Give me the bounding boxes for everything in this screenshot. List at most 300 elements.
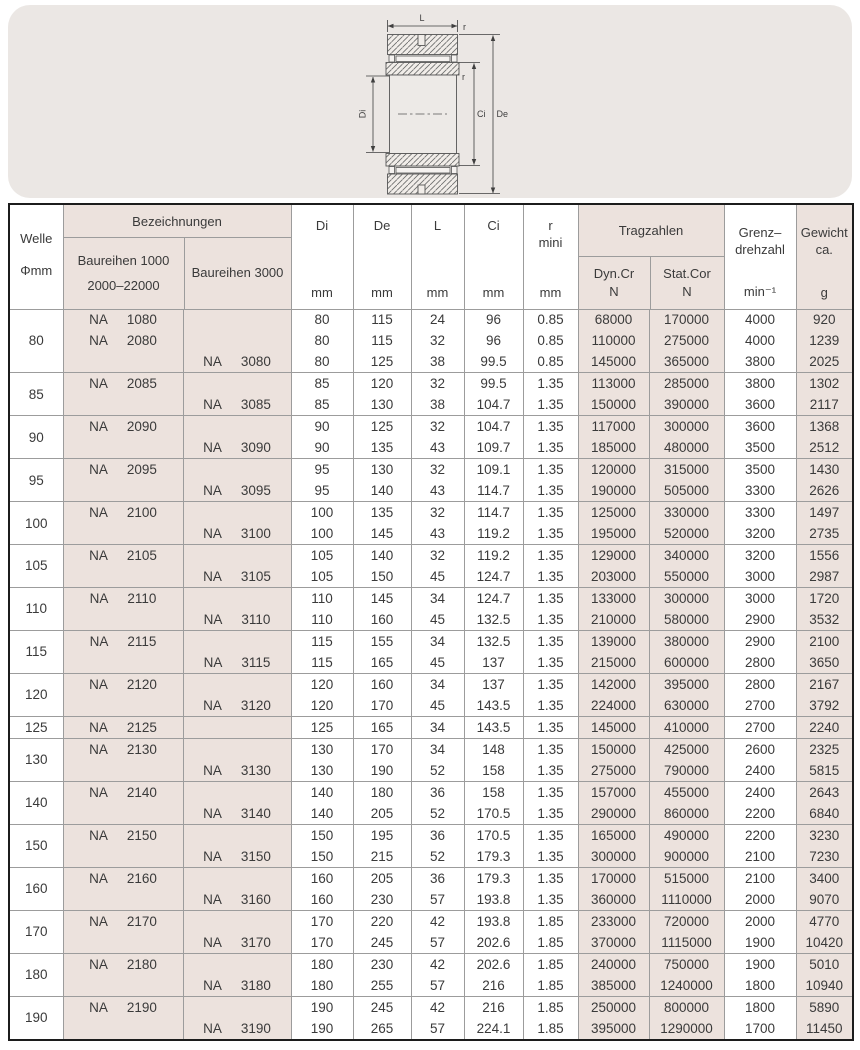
- designation: NA 2120: [89, 676, 157, 692]
- welle-value: 120: [9, 673, 63, 716]
- cell-stat: 410000: [649, 716, 724, 738]
- cell-di: 170: [291, 932, 353, 953]
- cell-de: 150: [353, 566, 411, 587]
- cell-gewicht: 3792: [796, 695, 853, 716]
- cell-b3000: [183, 309, 291, 330]
- cell-di: 90: [291, 437, 353, 458]
- cell-stat: 340000: [649, 544, 724, 565]
- cell-grenz: 2200: [724, 824, 796, 845]
- cell-b3000: [183, 373, 291, 394]
- dim-label-r-inner: r: [462, 72, 465, 82]
- cell-grenz: 3800: [724, 351, 796, 372]
- cell-b3000: [183, 394, 291, 415]
- cell-stat: 580000: [649, 609, 724, 630]
- cell-b1000: [63, 544, 183, 565]
- header-l: L mm: [411, 204, 464, 309]
- cell-b1000: [63, 996, 183, 1017]
- cell-grenz: 2200: [724, 803, 796, 824]
- cell-stat: 425000: [649, 738, 724, 759]
- table-row: [9, 803, 853, 824]
- cell-l: 57: [411, 889, 464, 910]
- cell-b3000: [183, 351, 291, 372]
- cell-b3000: [183, 437, 291, 458]
- cell-b1000: [63, 437, 183, 458]
- header-welle: [9, 204, 63, 309]
- cell-gewicht: 1368: [796, 416, 853, 437]
- designation: NA 2095: [89, 462, 157, 478]
- cell-r: 1.35: [523, 673, 578, 694]
- cell-stat: 515000: [649, 867, 724, 888]
- cell-stat: 520000: [649, 523, 724, 544]
- cell-l: 32: [411, 330, 464, 351]
- dim-label-Di: Di: [357, 109, 368, 119]
- cell-stat: 380000: [649, 630, 724, 651]
- designation: NA 2080: [89, 333, 157, 349]
- cell-de: 115: [353, 309, 411, 330]
- cell-di: 170: [291, 910, 353, 931]
- cell-ci: 109.7: [464, 437, 523, 458]
- designation: NA 2115: [89, 633, 157, 649]
- cell-r: 0.85: [523, 309, 578, 330]
- cell-r: 1.35: [523, 502, 578, 523]
- cell-grenz: 4000: [724, 309, 796, 330]
- cell-b3000: [183, 544, 291, 565]
- cell-ci: 193.8: [464, 910, 523, 931]
- cell-b3000: [183, 846, 291, 867]
- cell-grenz: 3300: [724, 480, 796, 501]
- welle-value: 80: [9, 309, 63, 373]
- designation: NA 3190: [203, 1020, 271, 1036]
- header-tragzahlen: [578, 204, 724, 309]
- cell-grenz: 1700: [724, 1017, 796, 1040]
- table-row: [9, 394, 853, 415]
- cell-ci: 132.5: [464, 630, 523, 651]
- cell-grenz: 3000: [724, 587, 796, 608]
- cell-dyn: 195000: [578, 523, 649, 544]
- cell-ci: 96: [464, 330, 523, 351]
- cell-b1000: [63, 781, 183, 802]
- welle-value: 170: [9, 910, 63, 953]
- cell-di: 160: [291, 889, 353, 910]
- cell-grenz: 2100: [724, 846, 796, 867]
- header-dyn-cr: Dyn.Cr N: [593, 265, 635, 299]
- cell-dyn: 250000: [578, 996, 649, 1017]
- cell-b1000: [63, 738, 183, 759]
- cell-de: 125: [353, 416, 411, 437]
- cell-l: 43: [411, 523, 464, 544]
- dim-label-r-top: r: [463, 22, 466, 32]
- cell-grenz: 1800: [724, 975, 796, 996]
- cell-l: 32: [411, 373, 464, 394]
- cell-b3000: [183, 416, 291, 437]
- cell-stat: 275000: [649, 330, 724, 351]
- cell-l: 52: [411, 760, 464, 781]
- cell-ci: 109.1: [464, 459, 523, 480]
- table-row: [9, 673, 853, 694]
- designation: NA 2085: [89, 376, 157, 392]
- cell-de: 155: [353, 630, 411, 651]
- cell-gewicht: 4770: [796, 910, 853, 931]
- cell-di: 100: [291, 523, 353, 544]
- cell-stat: 300000: [649, 587, 724, 608]
- table-row: [9, 889, 853, 910]
- cell-gewicht: 10420: [796, 932, 853, 953]
- cell-grenz: 2700: [724, 695, 796, 716]
- designation: NA 3130: [203, 762, 271, 778]
- cell-l: 34: [411, 630, 464, 651]
- table-row: [9, 760, 853, 781]
- cell-gewicht: 2512: [796, 437, 853, 458]
- cell-b1000: [63, 652, 183, 673]
- cell-dyn: 142000: [578, 673, 649, 694]
- cell-grenz: 2800: [724, 652, 796, 673]
- table-row: [9, 846, 853, 867]
- header-r-mini: r mini mm: [523, 204, 578, 309]
- cell-l: 42: [411, 953, 464, 974]
- cell-b1000: [63, 351, 183, 372]
- header-bezeichnungen: [63, 204, 291, 309]
- table-row: [9, 416, 853, 437]
- cell-r: 1.85: [523, 932, 578, 953]
- cell-de: 135: [353, 502, 411, 523]
- cell-stat: 390000: [649, 394, 724, 415]
- cell-dyn: 203000: [578, 566, 649, 587]
- cell-ci: 143.5: [464, 695, 523, 716]
- cell-de: 170: [353, 738, 411, 759]
- cell-r: 1.35: [523, 846, 578, 867]
- cell-dyn: 157000: [578, 781, 649, 802]
- cell-di: 110: [291, 609, 353, 630]
- cell-b3000: [183, 781, 291, 802]
- cell-di: 150: [291, 824, 353, 845]
- welle-value: 130: [9, 738, 63, 781]
- cell-b1000: [63, 523, 183, 544]
- cell-stat: 1110000: [649, 889, 724, 910]
- welle-value: 110: [9, 587, 63, 630]
- cell-ci: 170.5: [464, 824, 523, 845]
- cell-di: 180: [291, 975, 353, 996]
- cell-ci: 216: [464, 975, 523, 996]
- cell-gewicht: 920: [796, 309, 853, 330]
- cell-grenz: 2800: [724, 673, 796, 694]
- table-row: [9, 932, 853, 953]
- cell-de: 135: [353, 437, 411, 458]
- cell-grenz: 3600: [724, 416, 796, 437]
- cell-r: 1.35: [523, 716, 578, 738]
- cell-r: 1.35: [523, 760, 578, 781]
- cell-ci: 124.7: [464, 587, 523, 608]
- designation: NA 2190: [89, 999, 157, 1015]
- cell-gewicht: 1239: [796, 330, 853, 351]
- welle-value: 160: [9, 867, 63, 910]
- cell-ci: 202.6: [464, 953, 523, 974]
- cell-r: 1.35: [523, 416, 578, 437]
- cell-de: 190: [353, 760, 411, 781]
- cell-grenz: 1800: [724, 996, 796, 1017]
- cell-r: 1.35: [523, 609, 578, 630]
- cell-di: 190: [291, 1017, 353, 1040]
- cell-stat: 1290000: [649, 1017, 724, 1040]
- welle-value: 100: [9, 502, 63, 545]
- cell-b1000: [63, 889, 183, 910]
- cell-b3000: [183, 609, 291, 630]
- cell-stat: 490000: [649, 824, 724, 845]
- cell-dyn: 224000: [578, 695, 649, 716]
- cell-gewicht: 5010: [796, 953, 853, 974]
- designation: NA 3100: [203, 525, 271, 541]
- cell-b3000: [183, 889, 291, 910]
- cell-grenz: 3800: [724, 373, 796, 394]
- cell-stat: 550000: [649, 566, 724, 587]
- cell-grenz: 2000: [724, 910, 796, 931]
- table-row: [9, 587, 853, 608]
- designation: NA 2090: [89, 419, 157, 435]
- cell-de: 215: [353, 846, 411, 867]
- cell-l: 45: [411, 566, 464, 587]
- cell-di: 80: [291, 309, 353, 330]
- cell-grenz: 2000: [724, 889, 796, 910]
- designation: NA 2170: [89, 913, 157, 929]
- welle-value: 85: [9, 373, 63, 416]
- cell-r: 1.35: [523, 587, 578, 608]
- cell-b3000: [183, 996, 291, 1017]
- cell-grenz: 2100: [724, 867, 796, 888]
- cell-de: 230: [353, 889, 411, 910]
- cell-stat: 860000: [649, 803, 724, 824]
- cell-l: 45: [411, 609, 464, 630]
- table-row: [9, 609, 853, 630]
- designation: NA 3180: [203, 977, 271, 993]
- cell-di: 115: [291, 652, 353, 673]
- cell-de: 120: [353, 373, 411, 394]
- cell-dyn: 385000: [578, 975, 649, 996]
- cell-stat: 750000: [649, 953, 724, 974]
- cell-b1000: [63, 824, 183, 845]
- cell-stat: 285000: [649, 373, 724, 394]
- cell-dyn: 165000: [578, 824, 649, 845]
- cell-r: 1.35: [523, 394, 578, 415]
- cell-dyn: 300000: [578, 846, 649, 867]
- cell-di: 160: [291, 867, 353, 888]
- cell-dyn: 210000: [578, 609, 649, 630]
- cell-di: 130: [291, 738, 353, 759]
- table-row: [9, 502, 853, 523]
- header-row: [9, 204, 853, 309]
- cell-b3000: [183, 480, 291, 501]
- cell-b1000: [63, 609, 183, 630]
- cell-di: 120: [291, 695, 353, 716]
- cell-b3000: [183, 975, 291, 996]
- cell-r: 1.85: [523, 975, 578, 996]
- cell-dyn: 129000: [578, 544, 649, 565]
- table-body: [9, 309, 853, 1040]
- cell-stat: 900000: [649, 846, 724, 867]
- designation: NA 3150: [203, 848, 271, 864]
- cell-gewicht: 9070: [796, 889, 853, 910]
- welle-value: 140: [9, 781, 63, 824]
- cell-de: 125: [353, 351, 411, 372]
- cell-l: 34: [411, 716, 464, 738]
- cell-r: 1.85: [523, 910, 578, 931]
- welle-label: Welle: [20, 231, 53, 246]
- header-stat-cor: Stat.Cor N: [650, 257, 724, 309]
- cell-b3000: [183, 502, 291, 523]
- table-row: [9, 975, 853, 996]
- cell-b1000: [63, 630, 183, 651]
- cell-r: 1.35: [523, 459, 578, 480]
- cell-l: 34: [411, 738, 464, 759]
- cell-grenz: 3200: [724, 523, 796, 544]
- designation: NA 2130: [89, 741, 157, 757]
- cell-gewicht: 3230: [796, 824, 853, 845]
- cell-gewicht: 1430: [796, 459, 853, 480]
- cell-r: 0.85: [523, 351, 578, 372]
- cell-l: 57: [411, 1017, 464, 1040]
- cell-ci: 104.7: [464, 416, 523, 437]
- table-row: [9, 459, 853, 480]
- table-row: [9, 566, 853, 587]
- cell-stat: 790000: [649, 760, 724, 781]
- cell-r: 1.85: [523, 996, 578, 1017]
- cell-de: 165: [353, 652, 411, 673]
- cell-b3000: [183, 716, 291, 738]
- welle-value: 150: [9, 824, 63, 867]
- cell-de: 130: [353, 459, 411, 480]
- cell-grenz: 1900: [724, 932, 796, 953]
- cell-gewicht: 5815: [796, 760, 853, 781]
- cell-b3000: [183, 953, 291, 974]
- designation: NA 2125: [89, 719, 157, 735]
- cell-b3000: [183, 566, 291, 587]
- cell-b3000: [183, 587, 291, 608]
- cell-stat: 330000: [649, 502, 724, 523]
- cell-l: 32: [411, 416, 464, 437]
- header-baureihen-3000: Baureihen 3000: [184, 238, 291, 309]
- cell-stat: 600000: [649, 652, 724, 673]
- table-row: [9, 695, 853, 716]
- bezeichnungen-label: Bezeichnungen: [64, 205, 291, 238]
- cell-b1000: [63, 309, 183, 330]
- table-row: [9, 910, 853, 931]
- cell-gewicht: 2325: [796, 738, 853, 759]
- table-row: [9, 867, 853, 888]
- cell-ci: 193.8: [464, 889, 523, 910]
- cell-ci: 202.6: [464, 932, 523, 953]
- cell-r: 1.35: [523, 437, 578, 458]
- header-ci: Ci mm: [464, 204, 523, 309]
- cell-b1000: [63, 587, 183, 608]
- cell-b3000: [183, 932, 291, 953]
- cell-l: 57: [411, 975, 464, 996]
- cell-gewicht: 10940: [796, 975, 853, 996]
- cell-grenz: 1900: [724, 953, 796, 974]
- designation: NA 3095: [203, 483, 271, 499]
- cell-r: 1.35: [523, 824, 578, 845]
- cell-b3000: [183, 824, 291, 845]
- cell-de: 205: [353, 803, 411, 824]
- cell-grenz: 2700: [724, 716, 796, 738]
- header-grenzdrehzahl: Grenz– drehzahl min⁻¹: [724, 204, 796, 309]
- cell-l: 32: [411, 459, 464, 480]
- cell-de: 265: [353, 1017, 411, 1040]
- welle-value: 90: [9, 416, 63, 459]
- cell-di: 95: [291, 480, 353, 501]
- cell-dyn: 110000: [578, 330, 649, 351]
- cell-b1000: [63, 480, 183, 501]
- cell-grenz: 3500: [724, 459, 796, 480]
- cell-stat: 505000: [649, 480, 724, 501]
- cell-b1000: [63, 803, 183, 824]
- cell-ci: 179.3: [464, 846, 523, 867]
- cell-grenz: 2400: [724, 781, 796, 802]
- cell-b3000: [183, 523, 291, 544]
- cell-gewicht: 3650: [796, 652, 853, 673]
- cell-r: 1.35: [523, 523, 578, 544]
- cell-di: 130: [291, 760, 353, 781]
- dim-label-L: L: [419, 13, 425, 23]
- cell-di: 95: [291, 459, 353, 480]
- cell-dyn: 170000: [578, 867, 649, 888]
- table-row: [9, 1017, 853, 1040]
- table-row: [9, 373, 853, 394]
- cell-di: 110: [291, 587, 353, 608]
- table-row: [9, 824, 853, 845]
- cell-l: 36: [411, 824, 464, 845]
- cell-l: 38: [411, 394, 464, 415]
- cell-gewicht: 1497: [796, 502, 853, 523]
- cell-gewicht: 2735: [796, 523, 853, 544]
- cell-di: 150: [291, 846, 353, 867]
- welle-value: 115: [9, 630, 63, 673]
- cell-gewicht: 7230: [796, 846, 853, 867]
- header-baureihen-1000: Baureihen 1000 2000–22000: [77, 252, 170, 293]
- cell-stat: 630000: [649, 695, 724, 716]
- cell-dyn: 68000: [578, 309, 649, 330]
- cell-b1000: [63, 416, 183, 437]
- cell-ci: 143.5: [464, 716, 523, 738]
- designation: NA 1080: [89, 312, 157, 328]
- cell-dyn: 117000: [578, 416, 649, 437]
- table-row: [9, 716, 853, 738]
- cell-b1000: [63, 760, 183, 781]
- cell-l: 24: [411, 309, 464, 330]
- cell-di: 100: [291, 502, 353, 523]
- cell-l: 45: [411, 695, 464, 716]
- cell-b3000: [183, 652, 291, 673]
- cell-l: 42: [411, 996, 464, 1017]
- cell-l: 38: [411, 351, 464, 372]
- cell-dyn: 395000: [578, 1017, 649, 1040]
- cell-l: 34: [411, 587, 464, 608]
- designation: NA 3085: [203, 397, 271, 413]
- cell-b1000: [63, 330, 183, 351]
- cell-grenz: 2400: [724, 760, 796, 781]
- cell-r: 1.35: [523, 781, 578, 802]
- cell-grenz: 4000: [724, 330, 796, 351]
- designation: NA 3110: [203, 611, 271, 627]
- cell-dyn: 139000: [578, 630, 649, 651]
- cell-di: 180: [291, 953, 353, 974]
- cell-de: 205: [353, 867, 411, 888]
- cell-l: 43: [411, 437, 464, 458]
- cell-gewicht: 2987: [796, 566, 853, 587]
- cell-l: 36: [411, 867, 464, 888]
- cell-de: 130: [353, 394, 411, 415]
- cell-di: 85: [291, 373, 353, 394]
- cell-di: 105: [291, 566, 353, 587]
- cell-b3000: [183, 459, 291, 480]
- header-de: De mm: [353, 204, 411, 309]
